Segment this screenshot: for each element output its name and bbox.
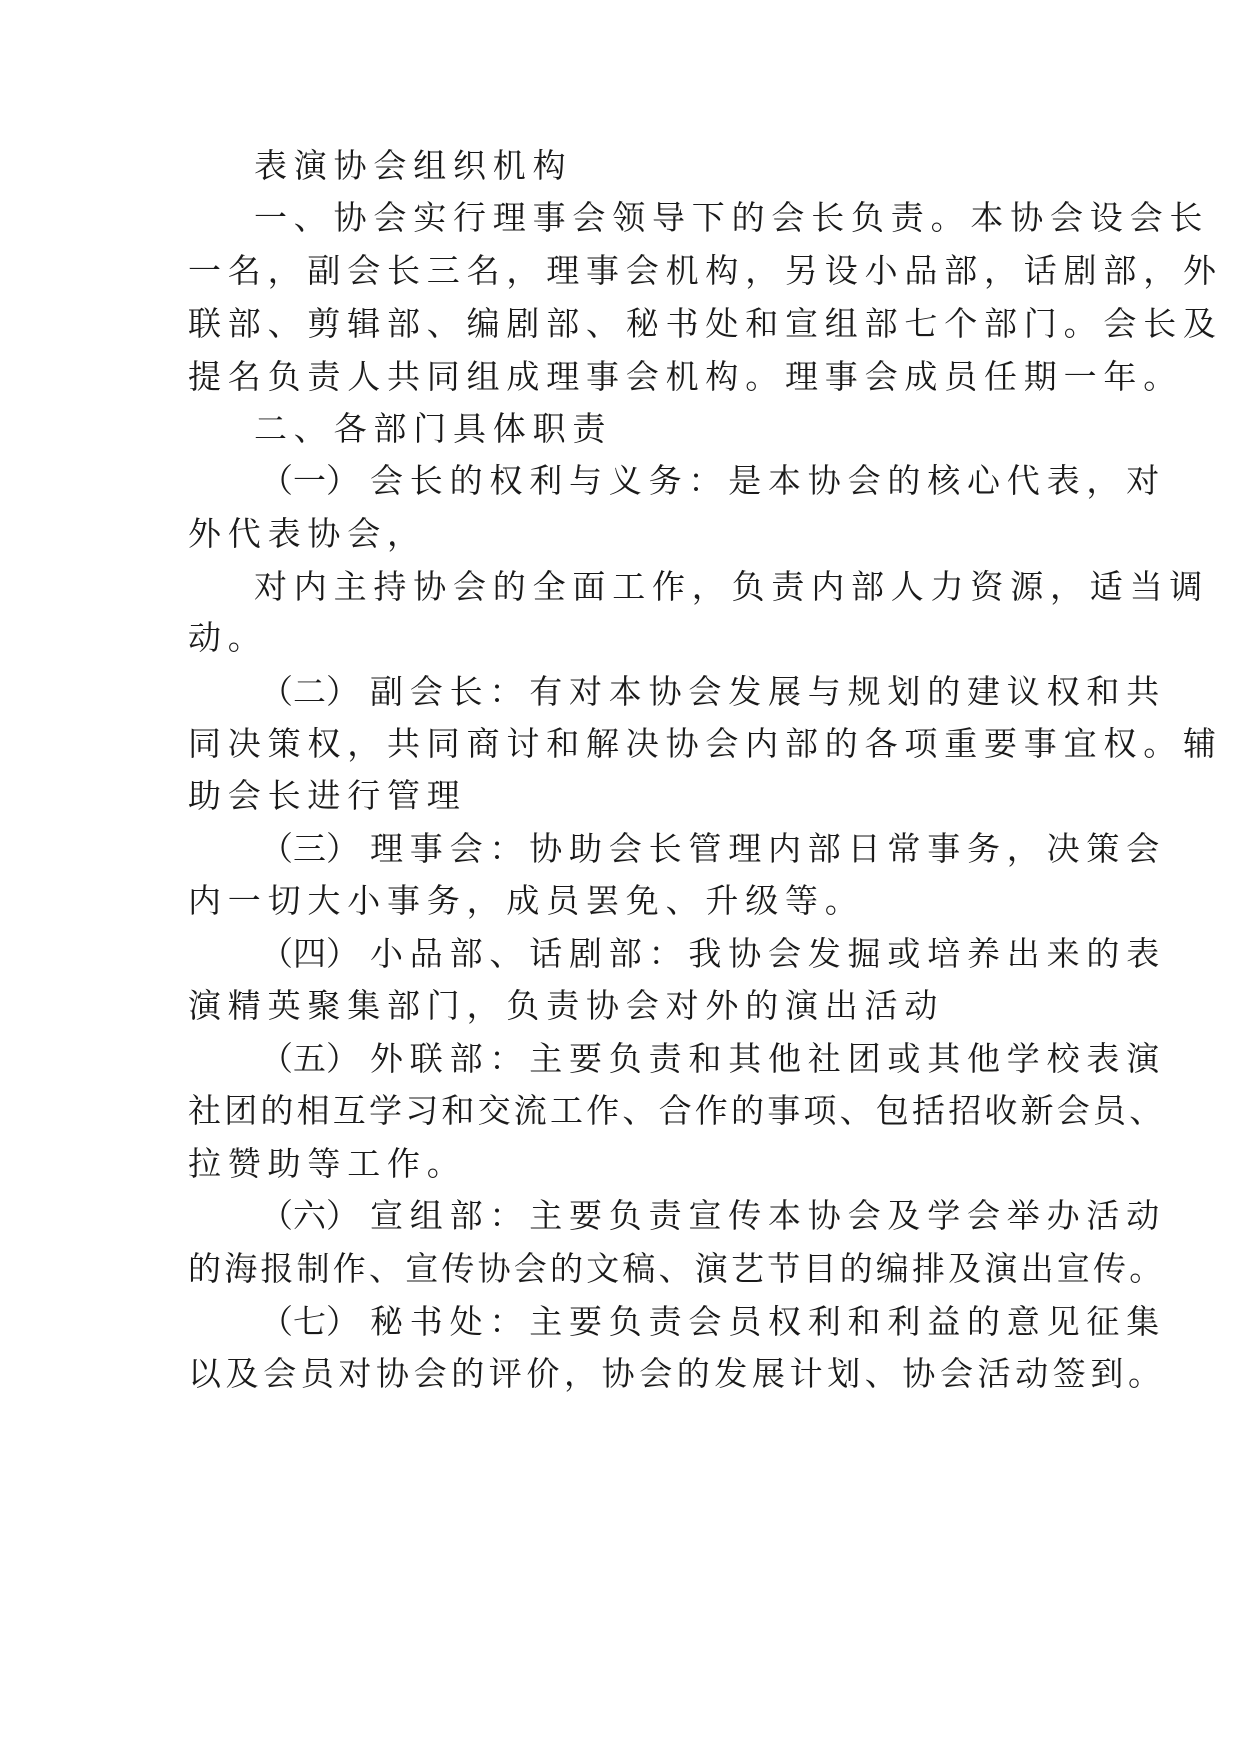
item-number: （四）: [260, 934, 359, 973]
paragraph-line: 社团的相互学习和交流工作、合作的事项、包括招收新会员、: [188, 1091, 1166, 1130]
item-number: （五）: [260, 1039, 359, 1078]
paragraph-line: 一名，副会长三名，理事会机构，另设小品部，话剧部，外: [188, 251, 1223, 290]
paragraph-line: 拉赞助等工作。: [188, 1144, 467, 1183]
item-text: 外联部：主要负责和其他社团或其他学校表演: [370, 1039, 1166, 1078]
paragraph-line: 动。: [188, 618, 268, 657]
paragraph-line: 以及会员对协会的评价，协会的发展计划、协会活动签到。: [188, 1354, 1166, 1393]
item-number: （三）: [260, 829, 359, 868]
item-text: 宣组部：主要负责宣传本协会及学会举办活动: [370, 1196, 1166, 1235]
item-text: 理事会：协助会长管理内部日常事务，决策会: [370, 829, 1166, 868]
item-text: 秘书处：主要负责会员权利和利益的意见征集: [370, 1302, 1166, 1341]
paragraph-line: 助会长进行管理: [188, 776, 467, 815]
paragraph-line: 提名负责人共同组成理事会机构。理事会成员任期一年。: [188, 357, 1183, 396]
document-title: 表演协会组织机构: [254, 146, 573, 185]
paragraph-line: 外代表协会，: [188, 514, 427, 553]
paragraph-line: 同决策权，共同商讨和解决协会内部的各项重要事宜权。辅: [188, 724, 1223, 763]
section-heading: 二、各部门具体职责: [254, 409, 613, 448]
item-number: （二）: [260, 672, 359, 711]
item-text: 小品部、话剧部：我协会发掘或培养出来的表: [370, 934, 1166, 973]
paragraph-line: 的海报制作、宣传协会的文稿、演艺节目的编排及演出宣传。: [188, 1249, 1166, 1288]
item-text: 副会长：有对本协会发展与规划的建议权和共: [370, 672, 1166, 711]
paragraph-line: 对内主持协会的全面工作，负责内部人力资源，适当调: [254, 567, 1210, 606]
list-item: [260, 1302, 1166, 1342]
list-item: [260, 461, 1166, 501]
paragraph-line: 一、协会实行理事会领导下的会长负责。本协会设会长: [254, 198, 1210, 237]
list-item: [260, 934, 1166, 974]
list-item: [260, 1196, 1166, 1236]
item-number: （六）: [260, 1196, 359, 1235]
item-number: （七）: [260, 1302, 359, 1341]
paragraph-line: 演精英聚集部门，负责协会对外的演出活动: [188, 986, 945, 1025]
item-text: 会长的权利与义务：是本协会的核心代表，对: [370, 461, 1166, 500]
item-number: （一）: [260, 461, 359, 500]
paragraph-line: 联部、剪辑部、编剧部、秘书处和宣组部七个部门。会长及: [188, 304, 1223, 343]
list-item: [260, 672, 1166, 712]
paragraph-line: 内一切大小事务，成员罢免、升级等。: [188, 881, 865, 920]
list-item: [260, 829, 1166, 869]
list-item: [260, 1039, 1166, 1079]
